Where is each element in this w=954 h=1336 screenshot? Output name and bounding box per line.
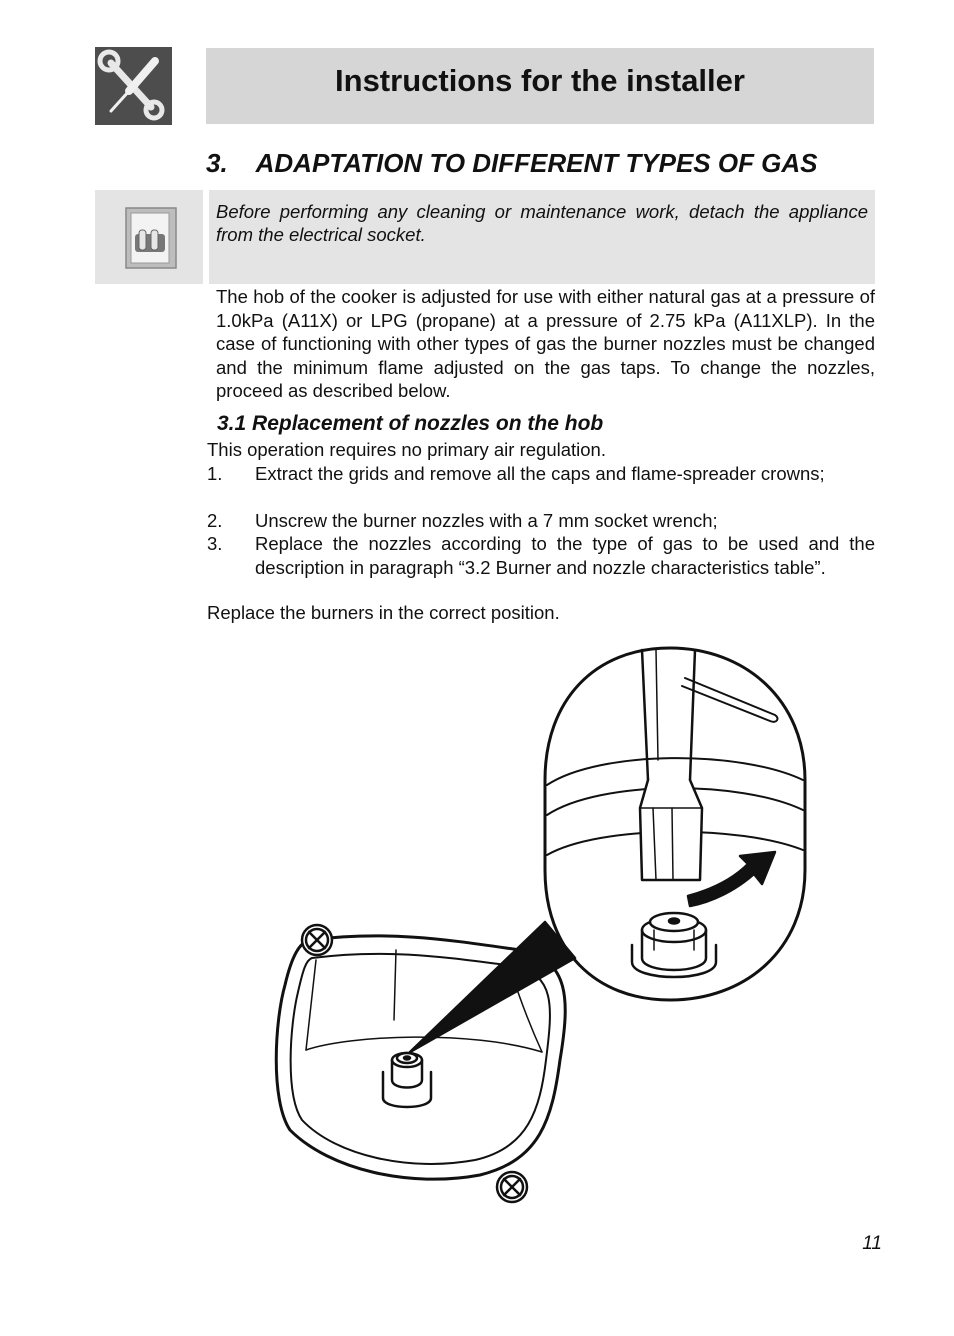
list-item bbox=[207, 462, 875, 510]
list-item-number: 2. bbox=[207, 510, 223, 531]
intro-paragraph: The hob of the cooker is adjusted for use with either natural gas at a pressure of 1.0kPa (A11X) or LPG (propane) at a pressure of 2.75 kPa (A11XLP). In the case of functioning with other types of gas the burner nozzles must be changed and the minimum flame adjusted on the gas taps. To change the nozzles, proceed as described below. bbox=[216, 286, 875, 401]
list-item-number: 3. bbox=[207, 533, 223, 554]
socket-icon bbox=[95, 190, 203, 284]
list-item bbox=[207, 509, 875, 533]
socket-icon-box bbox=[95, 190, 203, 284]
page-title: Instructions for the installer bbox=[335, 63, 745, 98]
lead-text: This operation requires no primary air regulation. bbox=[207, 439, 606, 460]
magnified-view bbox=[545, 648, 805, 1000]
list-item-number: 1. bbox=[207, 463, 223, 484]
list-item-text: Replace the nozzles according to the type of gas to be used and the description in paragraph “3.2 Burner and nozzle characteristics table”. bbox=[255, 533, 875, 578]
warning-text: Before performing any cleaning or maintenance work, detach the appliance from the electrical socket. bbox=[216, 201, 868, 245]
tail-text: Replace the burners in the correct position. bbox=[207, 602, 560, 623]
list-item bbox=[207, 532, 875, 604]
tools-icon bbox=[95, 47, 172, 125]
list-item-text: Extract the grids and remove all the caps and flame-spreader crowns; bbox=[255, 463, 825, 484]
nozzle-diagram bbox=[270, 640, 810, 1220]
section-title: 3. ADAPTATION TO DIFFERENT TYPES OF GAS bbox=[206, 148, 818, 178]
list-item-text: Unscrew the burner nozzles with a 7 mm socket wrench; bbox=[255, 510, 718, 531]
page-number: 11 bbox=[862, 1233, 882, 1254]
subsection-title: 3.1 Replacement of nozzles on the hob bbox=[217, 412, 604, 435]
